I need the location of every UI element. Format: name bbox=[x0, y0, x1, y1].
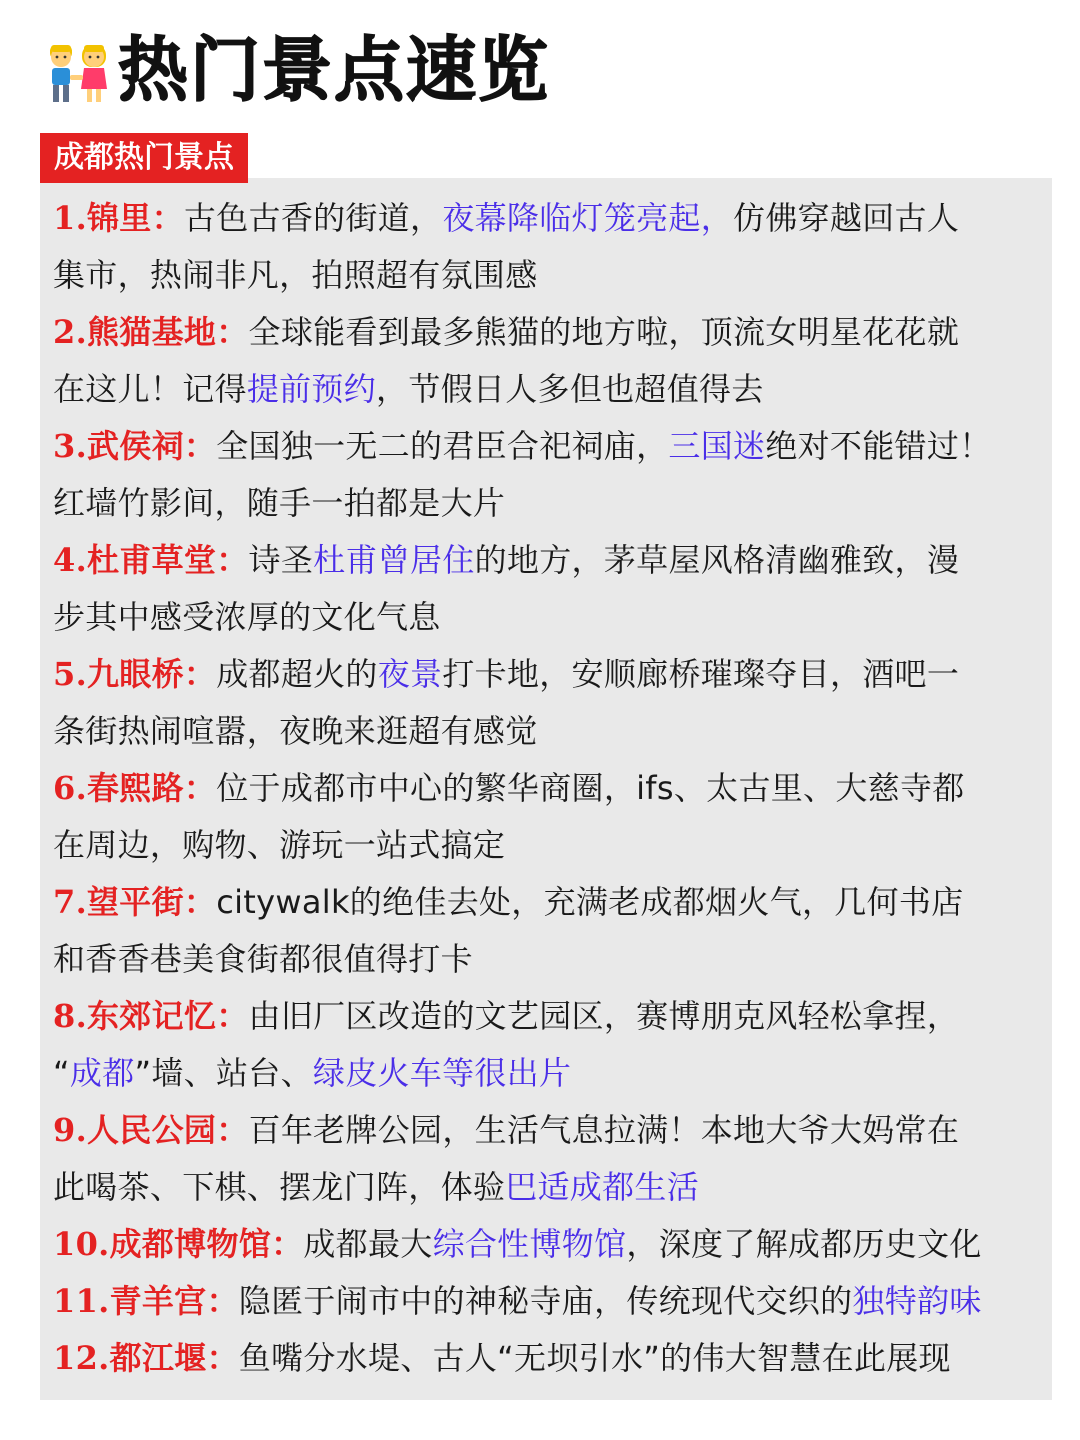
attraction-name: 9.人民公园： bbox=[53, 1111, 249, 1149]
description-text: 仿佛穿越回古人 bbox=[733, 199, 960, 237]
attraction-name: 11.青羊宫： bbox=[53, 1282, 239, 1320]
section-tag: 成都热门景点 bbox=[40, 133, 248, 183]
highlight-text: 三国迷 bbox=[668, 427, 766, 465]
description-text: 红墙竹影间，随手一拍都是大片 bbox=[53, 484, 506, 522]
description-text: 在周边，购物、游玩一站式搞定 bbox=[53, 826, 506, 864]
description-text: 全国独一无二的君臣合祀祠庙， bbox=[216, 427, 669, 465]
description-text: 由旧厂区改造的文艺园区，赛博朋克风轻松拿捏， bbox=[248, 997, 960, 1035]
description-text: 鱼嘴分水堤、古人“无坝引水”的伟大智慧在此展现 bbox=[238, 1339, 951, 1377]
description-text: 全球能看到最多熊猫的地方啦，顶流女明星花花就 bbox=[248, 313, 960, 351]
list-item bbox=[53, 1330, 1053, 1387]
list-item bbox=[53, 1102, 1053, 1216]
attraction-name: 5.九眼桥： bbox=[53, 655, 217, 693]
page-header bbox=[44, 28, 550, 112]
description-text: 绝对不能错过！ bbox=[765, 427, 992, 465]
description-text: 在这儿！记得 bbox=[53, 370, 247, 408]
description-text: 步其中感受浓厚的文化气息 bbox=[53, 598, 441, 636]
description-text: 诗圣 bbox=[248, 541, 314, 579]
highlight-text: 独特韵味 bbox=[852, 1282, 982, 1320]
description-text: citywalk的绝佳去处，充满老成都烟火气，几何书店 bbox=[216, 883, 964, 921]
attraction-name: 2.熊猫基地： bbox=[53, 313, 249, 351]
description-text: 的地方，茅草屋风格清幽雅致，漫 bbox=[474, 541, 960, 579]
attraction-name: 6.春熙路： bbox=[53, 769, 217, 807]
list-item bbox=[53, 760, 1053, 874]
attraction-name: 10.成都博物馆： bbox=[53, 1225, 304, 1263]
highlight-text: 夜景 bbox=[377, 655, 443, 693]
list-item bbox=[53, 190, 1053, 304]
highlight-text: 成都 bbox=[69, 1054, 135, 1092]
description-text: 成都最大 bbox=[303, 1225, 433, 1263]
description-text: “ bbox=[53, 1054, 70, 1092]
highlight-text: 综合性博物馆 bbox=[432, 1225, 627, 1263]
highlight-text: 提前预约 bbox=[246, 370, 377, 408]
highlight-text: 杜甫曾居住 bbox=[313, 541, 475, 579]
description-text: ”墙、站台、 bbox=[134, 1054, 313, 1092]
list-item bbox=[53, 646, 1053, 760]
attraction-name: 12.都江堰： bbox=[53, 1339, 239, 1377]
attraction-name: 8.东郊记忆： bbox=[53, 997, 249, 1035]
description-text: 古色古香的街道， bbox=[183, 199, 443, 237]
description-text: ，节假日人多但也超值得去 bbox=[376, 370, 764, 408]
attraction-name: 4.杜甫草堂： bbox=[53, 541, 249, 579]
description-text: 条街热闹喧嚣，夜晚来逛超有感觉 bbox=[53, 712, 538, 750]
list-item bbox=[53, 874, 1053, 988]
attraction-name: 1.锦里： bbox=[53, 199, 184, 237]
list-item bbox=[53, 1216, 1053, 1273]
attraction-name: 3.武侯祠： bbox=[53, 427, 217, 465]
description-text: 打卡地，安顺廊桥璀璨夺目，酒吧一 bbox=[442, 655, 960, 693]
highlight-text: 绿皮火车等很出片 bbox=[312, 1054, 572, 1092]
couple-holding-hands-emoji-icon bbox=[44, 35, 112, 105]
attraction-name: 7.望平街： bbox=[53, 883, 217, 921]
description-text: 位于成都市中心的繁华商圈，ifs、太古里、大慈寺都 bbox=[216, 769, 965, 807]
description-text: 集市，热闹非凡，拍照超有氛围感 bbox=[53, 256, 538, 294]
description-text: 隐匿于闹市中的神秘寺庙，传统现代交织的 bbox=[238, 1282, 853, 1320]
attraction-list bbox=[53, 190, 1053, 1387]
highlight-text: 巴适成都生活 bbox=[505, 1168, 700, 1206]
description-text: 百年老牌公园，生活气息拉满！本地大爷大妈常在 bbox=[248, 1111, 960, 1149]
highlight-text: 夜幕降临灯笼亮起， bbox=[442, 199, 734, 237]
list-item bbox=[53, 418, 1053, 532]
list-item bbox=[53, 1273, 1053, 1330]
description-text: 成都超火的 bbox=[216, 655, 378, 693]
description-text: 此喝茶、下棋、摆龙门阵，体验 bbox=[53, 1168, 506, 1206]
description-text: 和香香巷美食街都很值得打卡 bbox=[53, 940, 473, 978]
description-text: ，深度了解成都历史文化 bbox=[626, 1225, 982, 1263]
list-item bbox=[53, 988, 1053, 1102]
list-item bbox=[53, 304, 1053, 418]
list-item bbox=[53, 532, 1053, 646]
page-title: 热门景点速览 bbox=[118, 29, 550, 111]
